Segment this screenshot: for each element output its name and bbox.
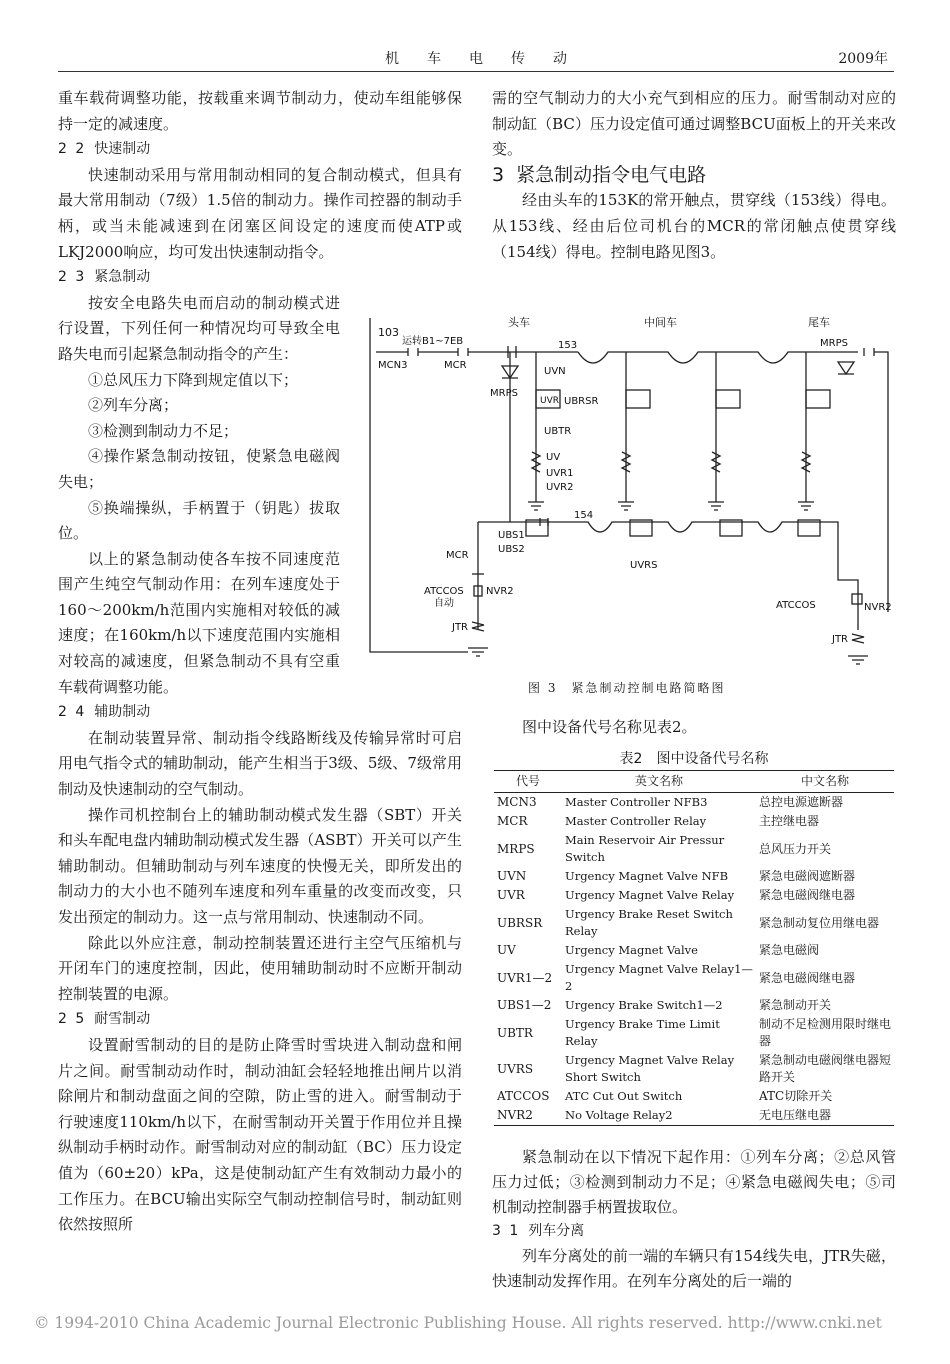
- section-title: 紧急制动: [94, 269, 151, 286]
- label-switch: 运转B1~7EB: [402, 336, 464, 347]
- section-title: 辅助制动: [94, 704, 151, 721]
- label-jtr: JTR: [452, 622, 469, 633]
- label-153: 153: [558, 340, 578, 351]
- table-cell: Urgency Magnet Valve Relay: [565, 888, 735, 902]
- paragraph: 重车载荷调整功能，按载重来调节制动力，使动车组能够保持一定的减速度。: [58, 89, 462, 133]
- label-atccos-tail: ATCCOS: [776, 600, 816, 611]
- col-header: 英文名称: [562, 771, 756, 793]
- table-intro: 图中设备代号名称见表2。: [522, 718, 697, 736]
- table-cell: 紧急电磁阀继电器: [759, 970, 856, 985]
- section-heading-2-3: [58, 265, 462, 291]
- table-row: [494, 996, 894, 1015]
- label-103: 103: [378, 326, 399, 339]
- table-cell: Master Controller NFB3: [565, 795, 708, 809]
- label-uvr2: UVR2: [546, 482, 574, 493]
- table-cell: UVRS: [497, 1061, 534, 1076]
- label-jtr-tail: JTR: [832, 634, 849, 645]
- section-title: 列车分离: [528, 1223, 585, 1240]
- table-cell: Main Reservoir Air Pressur Switch: [565, 833, 725, 864]
- label-ubrsr: UBRSR: [564, 396, 599, 407]
- table-cell: Urgency Brake Switch1—2: [565, 998, 723, 1012]
- table-cell: Master Controller Relay: [565, 814, 707, 828]
- table-cell: 紧急制动复位用继电器: [759, 915, 880, 930]
- section-title: 耐雪制动: [94, 1011, 151, 1028]
- paragraph: 设置耐雪制动的目的是防止降雪时雪块进入制动盘和闸片之间。耐雪制动动作时，制动油缸会轻轻地推出闸片以消除闸片和制动盘面之间的空隙，防止雪的进入。耐雪制动于行驶速度110km/h以下，在耐雪制动开关置于作用位并且操纵制动手柄时动作。耐雪制动对应的制动缸（BC）压力设定值为（60±20）kPa，这是使制动缸产生有效制动力最小的工作压力。在BCU输出实际空气制动控制信号时，制动缸则依然按照所: [58, 1035, 462, 1234]
- label-mid-car: 中间车: [644, 316, 677, 329]
- table-cell: UBS1—2: [497, 998, 552, 1012]
- label-uvrs: UVRS: [630, 560, 658, 571]
- label-auto: 自动: [434, 598, 454, 609]
- table-row: [494, 812, 894, 831]
- label-head-car: 头车: [508, 316, 530, 329]
- label-nvr2-tail: NVR2: [864, 602, 892, 613]
- label-mrps: MRPS: [490, 388, 518, 399]
- journal-title: 机车电传动: [385, 51, 595, 67]
- table-cell: 紧急电磁阀遮断器: [759, 869, 856, 883]
- table-cell: 制动不足检测用限时继电器: [759, 1017, 892, 1048]
- section-number: 3: [492, 163, 505, 186]
- section-heading-2-5: [58, 1007, 462, 1033]
- paragraph: 在制动装置异常、制动指令线路断线及传输异常时可启用电气指令式的辅助制动，能产生相当于3级、5级、7级常用制动及快速制动的空气制动。: [58, 728, 462, 799]
- paragraph: 操作司机控制台上的辅助制动模式发生器（SBT）开关和头车配电盘内辅助制动模式发生器（ASBT）开关可以产生辅助制动。但辅助制动与列车速度的快慢无关，即所发出的制动力的大小也不随列车速度和列车重量的改变而改变，只发出预定的制动力。这一点与常用制动、快速制动不同。: [58, 805, 462, 926]
- col-header: 中文名称: [756, 771, 894, 793]
- label-mrps-tail: MRPS: [820, 338, 848, 349]
- section-number: 2 5: [58, 1011, 87, 1028]
- paragraph: 需的空气制动力的大小充气到相应的压力。耐雪制动对应的制动缸（BC）压力设定值可通过调整BCU面板上的开关来改变。: [492, 89, 896, 159]
- label-atccos: ATCCOS: [424, 586, 464, 597]
- circuit-svg: [368, 312, 896, 668]
- table-cell: MCR: [497, 814, 528, 828]
- table-cell: MCN3: [497, 795, 537, 809]
- table-cell: 紧急电磁阀继电器: [759, 888, 856, 902]
- table-row: [494, 867, 894, 886]
- table-cell: 紧急制动电磁阀继电器短路开关: [759, 1053, 892, 1084]
- label-ubtr: UBTR: [544, 426, 572, 437]
- header-rule: [58, 71, 894, 72]
- table-cell: Urgency Magnet Valve NFB: [565, 869, 729, 883]
- section-heading-3-1: [492, 1219, 896, 1244]
- table-row: [494, 831, 894, 867]
- paragraph: 以上的紧急制动使各车按不同速度范围产生纯空气制动作用：在列车速度处于160～200km/h范围内实施相对较低的减速度；在160km/h以下速度范围内实施相对较高的减速度，但紧急制动不具有空重车载荷调整功能。: [58, 549, 340, 696]
- label-uvr: UVR: [540, 396, 559, 406]
- table-cell: ATC Cut Out Switch: [565, 1089, 683, 1103]
- device-table: [494, 770, 894, 1126]
- table-cell: ATCCOS: [497, 1089, 550, 1103]
- list-item: ③检测到制动力不足；: [88, 421, 239, 440]
- table-cell: MRPS: [497, 841, 535, 856]
- table-cell: UVR1—2: [497, 970, 553, 985]
- table-body: [494, 793, 894, 1126]
- list-item: ④操作紧急制动按钮，使紧急电磁阀失电；: [58, 447, 340, 491]
- figure-caption: 图 3 紧急制动控制电路简略图: [528, 681, 726, 695]
- table-header-row: [494, 771, 894, 793]
- paragraph: 列车分离处的前一端的车辆只有154线失电，JTR失磁，快速制动发挥作用。在列车分离处的后一端的: [492, 1247, 896, 1290]
- list-item: ②列车分离；: [88, 396, 179, 415]
- section-heading-3: [492, 163, 896, 189]
- right-column: [492, 86, 896, 265]
- table-row: [494, 905, 894, 941]
- label-mcr-lower: MCR: [446, 550, 469, 561]
- col-header: 代号: [494, 771, 562, 793]
- table-cell: 紧急电磁阀: [759, 943, 820, 957]
- table-cell: Urgency Brake Reset Switch Relay: [565, 907, 733, 938]
- label-ubs2: UBS2: [498, 544, 525, 555]
- narrow-block: [58, 291, 340, 701]
- table-row: [494, 1015, 894, 1051]
- paragraph: 经由头车的153K的常开触点，贯穿线（153线）得电。从153线、经由后位司机台的MCR的常闭触点使贯穿线（154线）得电。控制电路见图3。: [492, 191, 896, 261]
- label-mcn3: MCN3: [378, 360, 408, 371]
- table-cell: UBTR: [497, 1025, 533, 1040]
- section-number: 2 3: [58, 269, 87, 286]
- list-item: ⑤换端操纵，手柄置于（钥匙）拔取位。: [58, 498, 340, 543]
- paragraph: 紧急制动在以下情况下起作用：①列车分离；②总风管压力过低；③检测到制动力不足；④紧急电磁阀失电；⑤司机制动控制器手柄置拔取位。: [492, 1148, 896, 1216]
- section-number: 2 2: [58, 141, 87, 158]
- table-cell: NVR2: [494, 1106, 562, 1126]
- table-cell: UVN: [497, 869, 527, 883]
- label-mcr: MCR: [444, 360, 467, 371]
- table-title: 表2 图中设备代号名称: [619, 751, 769, 767]
- section-number: 2 4: [58, 704, 87, 721]
- label-tail-car: 尾车: [808, 316, 830, 329]
- label-154: 154: [574, 510, 594, 521]
- table-row: [494, 941, 894, 960]
- table-row: [494, 1106, 894, 1126]
- section-title: 紧急制动指令电气电路: [516, 163, 707, 186]
- label-uv: UV: [546, 452, 561, 463]
- table-cell: 紧急制动开关: [759, 998, 832, 1012]
- table-row: [494, 1051, 894, 1087]
- list-item: ①总风压力下降到规定值以下；: [88, 370, 299, 389]
- label-ubs1: UBS1: [498, 530, 525, 541]
- table-row: [494, 1087, 894, 1106]
- table-row: [494, 960, 894, 996]
- table-cell: Urgency Magnet Valve Relay1—2: [565, 962, 753, 993]
- table-cell: ATC切除开关: [759, 1089, 833, 1103]
- circuit-diagram: [368, 312, 896, 668]
- table-cell: 无电压继电器: [756, 1106, 894, 1126]
- journal-year: 2009年: [838, 51, 888, 67]
- after-table-text: [492, 1145, 896, 1294]
- table-cell: No Voltage Relay2: [562, 1106, 756, 1126]
- paragraph: 按安全电路失电而启动的制动模式进行设置，下列任何一种情况均可导致全电路失电而引起紧急制动指令的产生：: [58, 293, 340, 363]
- table-cell: 主控继电器: [759, 814, 820, 828]
- table-cell: UV: [497, 943, 516, 957]
- table-cell: Urgency Magnet Valve: [565, 943, 698, 957]
- table-cell: 总控电源遮断器: [759, 795, 844, 809]
- section-number: 3 1: [492, 1223, 521, 1240]
- copyright-footer: © 1994-2010 China Academic Journal Electronic Publishing House. All rights reserved. http://www.cnki.net: [34, 1314, 882, 1332]
- table-cell: UVR: [497, 888, 525, 902]
- table-cell: Urgency Brake Time Limit Relay: [565, 1017, 720, 1048]
- table-cell: UBRSR: [497, 915, 543, 930]
- table-cell: Urgency Magnet Valve Relay Short Switch: [565, 1053, 735, 1084]
- label-nvr2: NVR2: [486, 586, 514, 597]
- section-heading-2-2: [58, 137, 462, 163]
- table-row: [494, 793, 894, 813]
- page-header: [58, 46, 894, 72]
- paragraph: 除此以外应注意，制动控制装置还进行主空气压缩机与开闭车门的速度控制，因此，使用辅助制动时不应断开制动控制装置的电源。: [58, 933, 462, 1003]
- label-uvn: UVN: [544, 366, 566, 377]
- table-cell: 总风压力开关: [759, 841, 832, 856]
- label-uvr1: UVR1: [546, 468, 574, 479]
- section-heading-2-4: [58, 700, 462, 726]
- table-row: [494, 886, 894, 905]
- section-title: 快速制动: [94, 141, 151, 158]
- paragraph: 快速制动采用与常用制动相同的复合制动模式，但具有最大常用制动（7级）1.5倍的制动力。操作司控器的制动手柄，或当未能减速到在闭塞区间设定的速度而使ATP或LKJ2000响应，均可发出快速制动指令。: [58, 165, 462, 261]
